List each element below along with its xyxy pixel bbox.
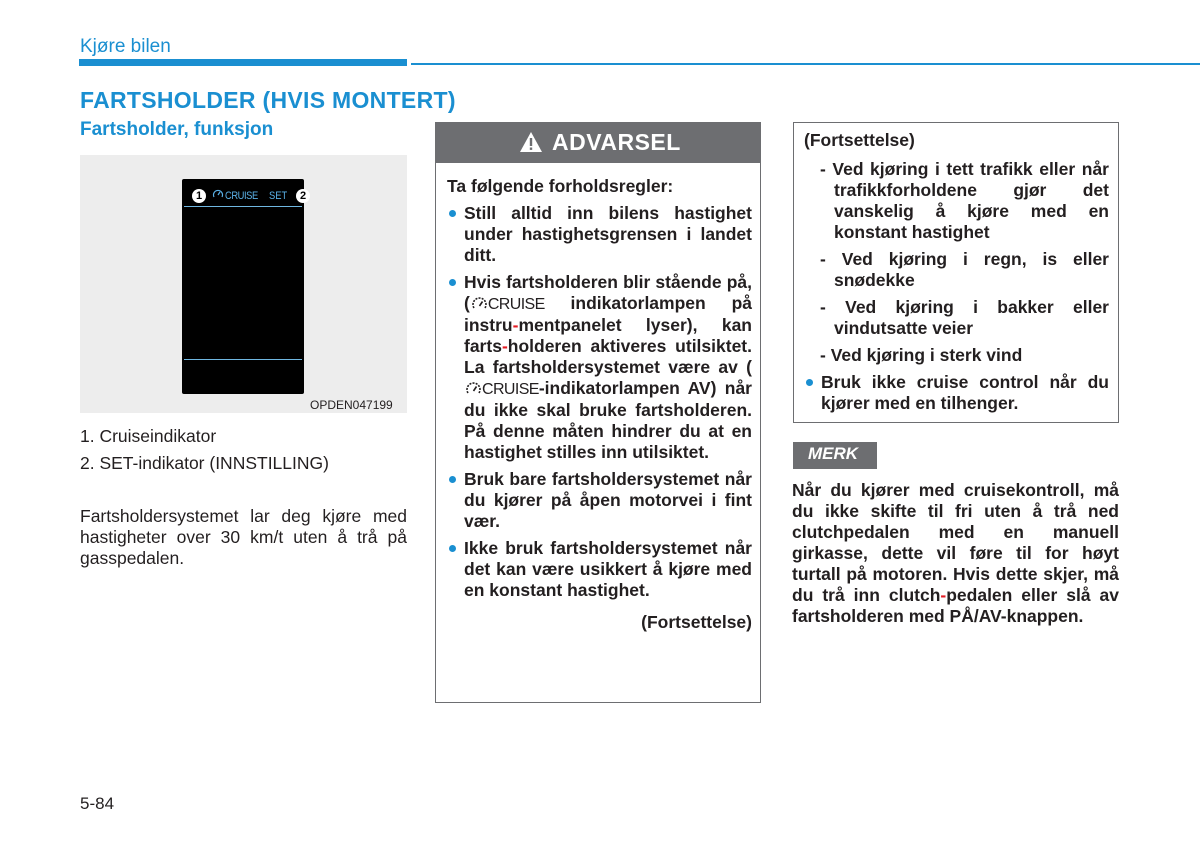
header-bar-thin [411, 63, 1200, 65]
note-text-part: pedalen eller slå av fartsholderen med PÅ/AV-knappen. [792, 585, 1119, 626]
warning-bullet-list [447, 203, 752, 601]
page-number: 5-84 [80, 794, 115, 813]
cruise-indicator-label: CRUISE [225, 190, 258, 202]
warning-title: ADVARSEL [552, 129, 681, 155]
bullet-text: holderen aktiveres utilsiktet. La fartsholdersystemet være av ( [464, 336, 752, 377]
display-divider-top [184, 206, 302, 207]
section-title: FARTSHOLDER (HVIS MONTERT) [80, 87, 456, 113]
bullet-text: indikatorlampen på instru [464, 293, 752, 335]
dash-item: - Ved kjøring i regn, is eller snødekke [820, 249, 1109, 290]
warning-triangle-icon [519, 131, 543, 153]
chapter-title: Kjøre bilen [80, 36, 171, 57]
header-bar-thick [79, 59, 407, 66]
note-text [792, 480, 1119, 627]
legend-item-2: 2. SET-indikator (INNSTILLING) [80, 453, 329, 473]
continuation-heading: (Fortsettelse) [804, 130, 915, 150]
cruise-indicator-label: CRUISE [482, 381, 539, 398]
bullet-text: Hvis fartsholderen blir stående på, ( [464, 272, 752, 313]
hyphen: - [512, 315, 519, 335]
dash-item: - Ved kjøring i sterk vind [820, 345, 1023, 365]
warning-bullet: Ikke bruk fartsholdersystemet når det kan være usikkert å kjøre med en konstant hastighet. [447, 538, 752, 601]
bullet-text: mentpanelet lyser), kan farts [464, 315, 752, 356]
cruise-indicator-label: CRUISE [487, 296, 545, 313]
continuation-body [804, 130, 1109, 414]
note-text-part: Når du kjører med cruisekontroll, må du ikke skifte til fri uten å trå ned clutchpedalen med en manuell girkasse, dette vil føre til for høyt turtall på motoren. Hvis dette skjer, må du trå inn clutch [792, 480, 1119, 605]
legend-item-1: 1. Cruiseindikator [80, 426, 217, 446]
set-indicator-label: SET [269, 190, 288, 202]
instrument-cluster-display [182, 179, 304, 394]
cruise-indicator-icon [465, 381, 482, 396]
figure-code: OPDEN047199 [310, 398, 393, 412]
warning-bullet: Still alltid inn bilens hastighet under hastighetsgrensen i landet ditt. [447, 203, 752, 266]
callout-2: 2 [296, 189, 310, 203]
bullet-text: -indikatorlampen AV) når du ikke skal bruke fartsholderen. På denne måten hindrer du at en hastighet stilles inn utilsiktet. [464, 378, 752, 462]
description-paragraph: Fartsholdersystemet lar deg kjøre med hastigheter over 30 km/t uten å trå på gasspedalen. [80, 506, 407, 568]
hyphen: - [940, 585, 947, 605]
cruise-indicator-icon [212, 188, 224, 200]
subsection-title: Fartsholder, funksjon [80, 119, 274, 140]
continuation-bullet-list [804, 372, 1109, 414]
continued-label: (Fortsettelse) [641, 612, 752, 632]
dash-item: - Ved kjøring i tett trafikk eller når trafikkforholdene gjør det vanskelig å kjøre med en konstant hastighet [820, 159, 1109, 242]
callout-1: 1 [192, 189, 206, 203]
hyphen: - [501, 336, 508, 356]
warning-intro: Ta følgende forholdsregler: [447, 176, 674, 196]
display-divider-bottom [184, 359, 302, 360]
continuation-bullet: Bruk ikke cruise control når du kjører med en tilhenger. [804, 372, 1109, 414]
warning-bullet [447, 272, 752, 463]
note-label: MERK [808, 444, 859, 463]
cruise-indicator-icon [471, 296, 488, 311]
continuation-dash-list [804, 159, 1109, 366]
warning-body [447, 176, 752, 633]
warning-bullet: Bruk bare fartsholdersystemet når du kjører på åpen motorvei i fint vær. [447, 469, 752, 532]
dash-item: - Ved kjøring i bakker eller vindutsatte veier [820, 297, 1109, 338]
